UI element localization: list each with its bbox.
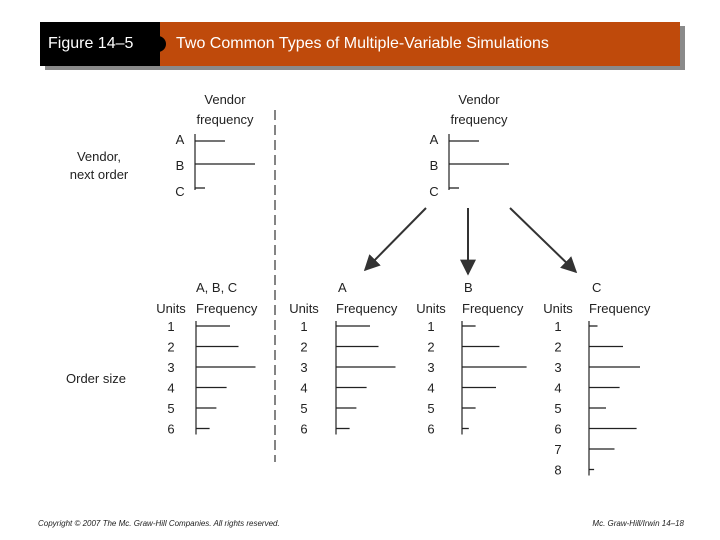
left-vendor-frequency-chart xyxy=(175,132,255,199)
right-order-b-unit-1: 1 xyxy=(427,319,435,334)
left-vendor-frequency-label-2: frequency xyxy=(196,112,254,127)
left-vendor-c-label: C xyxy=(175,184,185,199)
right-order-c-unit-5: 5 xyxy=(554,401,562,416)
right-order-c-unit-7: 7 xyxy=(554,442,562,457)
left-order-unit-1: 1 xyxy=(167,319,175,334)
right-order-size-charts xyxy=(289,280,651,478)
left-order-unit-3: 3 xyxy=(167,360,175,375)
right-order-c-unit-8: 8 xyxy=(554,462,562,478)
vendor-next-order-label-1: Vendor, xyxy=(76,149,122,164)
right-order-a-frequency-header: Frequency xyxy=(336,301,398,316)
right-order-b-group-label: B xyxy=(464,280,473,295)
right-order-c-group-label: C xyxy=(592,280,602,295)
left-order-unit-5: 5 xyxy=(167,401,175,416)
right-order-c-frequency-header: Frequency xyxy=(589,301,651,316)
right-order-c-unit-4: 4 xyxy=(554,380,562,396)
right-order-a-group-label: A xyxy=(338,280,347,295)
arrow-to-a xyxy=(365,208,426,270)
right-order-c-unit-1: 1 xyxy=(554,319,562,334)
figure-label: Figure 14–5 xyxy=(48,35,134,52)
right-order-b-frequency-header: Frequency xyxy=(462,301,524,316)
left-order-unit-6: 6 xyxy=(167,421,175,437)
right-vendor-frequency-label-1: Vendor xyxy=(458,92,500,107)
left-order-unit-2: 2 xyxy=(167,339,175,355)
left-order-group-label: A, B, C xyxy=(196,280,238,295)
right-order-b-unit-4: 4 xyxy=(427,380,435,396)
right-vendor-c-label: C xyxy=(429,184,439,199)
left-vendor-frequency-label-1: Vendor xyxy=(204,92,246,107)
right-order-c-unit-2: 2 xyxy=(554,339,562,355)
left-vendor-b-label: B xyxy=(175,158,185,173)
right-order-b-unit-6: 6 xyxy=(427,421,435,437)
right-order-b-unit-2: 2 xyxy=(427,339,435,355)
slide-title: Two Common Types of Multiple-Variable Simulations xyxy=(176,35,549,52)
order-size-label: Order size xyxy=(66,371,126,386)
right-order-c-unit-6: 6 xyxy=(554,421,562,437)
copyright-footer: Copyright © 2007 The Mc. Graw-Hill Companies. All rights reserved. xyxy=(38,519,280,528)
left-vendor-a-label: A xyxy=(175,132,185,147)
right-vendor-b-label: B xyxy=(429,158,439,173)
right-order-a-unit-6: 6 xyxy=(300,421,308,437)
right-vendor-a-label: A xyxy=(429,132,439,147)
right-order-a-units-header: Units xyxy=(289,301,319,316)
right-vendor-frequency-chart xyxy=(429,132,509,199)
right-order-a-unit-3: 3 xyxy=(300,360,308,375)
right-order-c-unit-3: 3 xyxy=(554,360,562,375)
right-vendor-frequency-label-2: frequency xyxy=(450,112,508,127)
left-order-units-header: Units xyxy=(156,301,186,316)
left-order-unit-4: 4 xyxy=(167,380,175,396)
vendor-next-order-label-2: next order xyxy=(69,167,129,182)
right-order-b-unit-3: 3 xyxy=(427,360,435,375)
right-order-a-unit-5: 5 xyxy=(300,401,308,416)
right-order-c-units-header: Units xyxy=(543,301,573,316)
right-order-a-unit-4: 4 xyxy=(300,380,308,396)
left-order-size-chart xyxy=(156,280,258,437)
arrow-to-c xyxy=(510,208,576,272)
page-number-footer: Mc. Graw-Hill/Irwin 14–18 xyxy=(592,519,684,528)
right-order-a-unit-1: 1 xyxy=(300,319,308,334)
right-order-b-units-header: Units xyxy=(416,301,446,316)
right-order-b-unit-5: 5 xyxy=(427,401,435,416)
left-order-frequency-header: Frequency xyxy=(196,301,258,316)
right-order-a-unit-2: 2 xyxy=(300,339,308,355)
